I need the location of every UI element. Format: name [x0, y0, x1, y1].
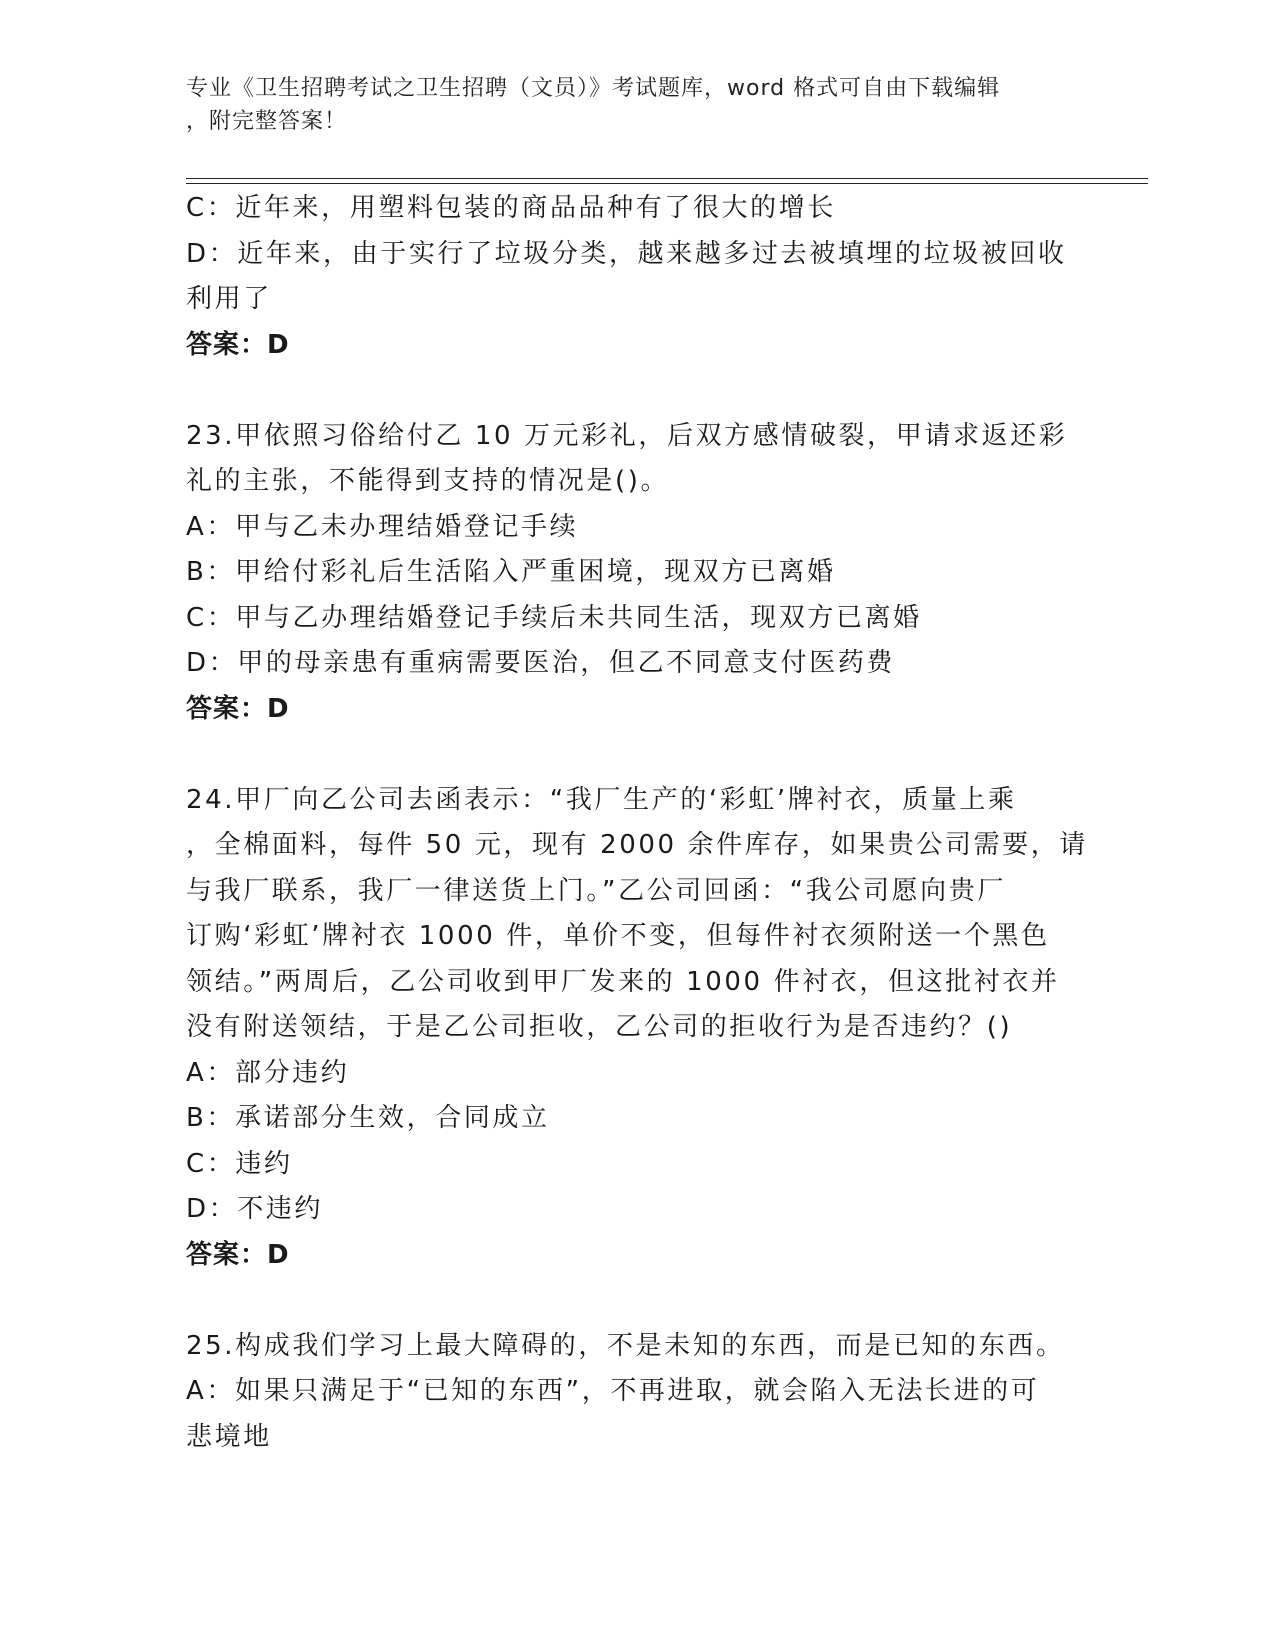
option-a: A：甲与乙未办理结婚登记手续	[186, 511, 579, 542]
option-a: A：部分违约	[186, 1057, 350, 1088]
question-24	[186, 778, 1086, 1279]
question-stem: 礼的主张，不能得到支持的情况是()。	[186, 466, 670, 496]
question-22	[186, 186, 1086, 368]
option-c: C：近年来，用塑料包装的商品品种有了很大的增长	[186, 193, 836, 223]
header-title-line: 专业《卫生招聘考试之卫生招聘（文员）》考试题库，word 格式可自由下载编辑	[186, 76, 1001, 101]
option-a-continued: 悲境地	[186, 1421, 272, 1452]
question-stem: 没有附送领结，于是乙公司拒收，乙公司的拒收行为是否违约？()	[186, 1012, 1013, 1042]
header-title-line: ，附完整答案！	[186, 109, 348, 134]
page-header	[186, 72, 1066, 138]
question-23	[186, 414, 1086, 733]
question-stem: 与我厂联系，我厂一律送货上门。”乙公司回函：“我公司愿向贵厂	[186, 875, 1006, 906]
spacer	[186, 1278, 1086, 1324]
question-stem: 25.构成我们学习上最大障碍的，不是未知的东西，而是已知的东西。	[186, 1330, 1065, 1361]
answer-label: 答案：D	[186, 329, 290, 360]
question-stem: 订购‘彩虹’牌衬衣 1000 件，单价不变，但每件衬衣须附送一个黑色	[186, 921, 1050, 951]
question-stem: 24.甲厂向乙公司去函表示：“我厂生产的‘彩虹’牌衬衣，质量上乘	[186, 784, 1017, 815]
option-c: C：甲与乙办理结婚登记手续后未共同生活，现双方已离婚	[186, 602, 922, 633]
option-a: A：如果只满足于“已知的东西”，不再进取，就会陷入无法长进的可	[186, 1376, 1040, 1406]
spacer	[186, 368, 1086, 414]
question-25	[186, 1324, 1086, 1461]
header-divider	[186, 178, 1148, 179]
spacer	[186, 732, 1086, 778]
question-content	[186, 186, 1086, 1460]
answer-label: 答案：D	[186, 1239, 290, 1270]
option-d-continued: 利用了	[186, 284, 272, 314]
question-stem: 23.甲依照习俗给付乙 10 万元彩礼，后双方感情破裂，甲请求返还彩	[186, 420, 1068, 451]
answer-label: 答案：D	[186, 693, 290, 724]
option-d: D：甲的母亲患有重病需要医治，但乙不同意支付医药费	[186, 648, 896, 678]
question-stem: 领结。”两周后，乙公司收到甲厂发来的 1000 件衬衣，但这批衬衣并	[186, 966, 1060, 997]
option-b: B：承诺部分生效，合同成立	[186, 1103, 550, 1133]
option-b: B：甲给付彩礼后生活陷入严重困境，现双方已离婚	[186, 557, 836, 587]
option-d: D：不违约	[186, 1194, 324, 1224]
header-divider	[186, 183, 1148, 184]
question-stem: ，全棉面料，每件 50 元，现有 2000 余件库存，如果贵公司需要，请	[186, 830, 1088, 860]
option-c: C：违约	[186, 1148, 293, 1179]
option-d: D：近年来，由于实行了垃圾分类，越来越多过去被填埋的垃圾被回收	[186, 238, 1067, 269]
